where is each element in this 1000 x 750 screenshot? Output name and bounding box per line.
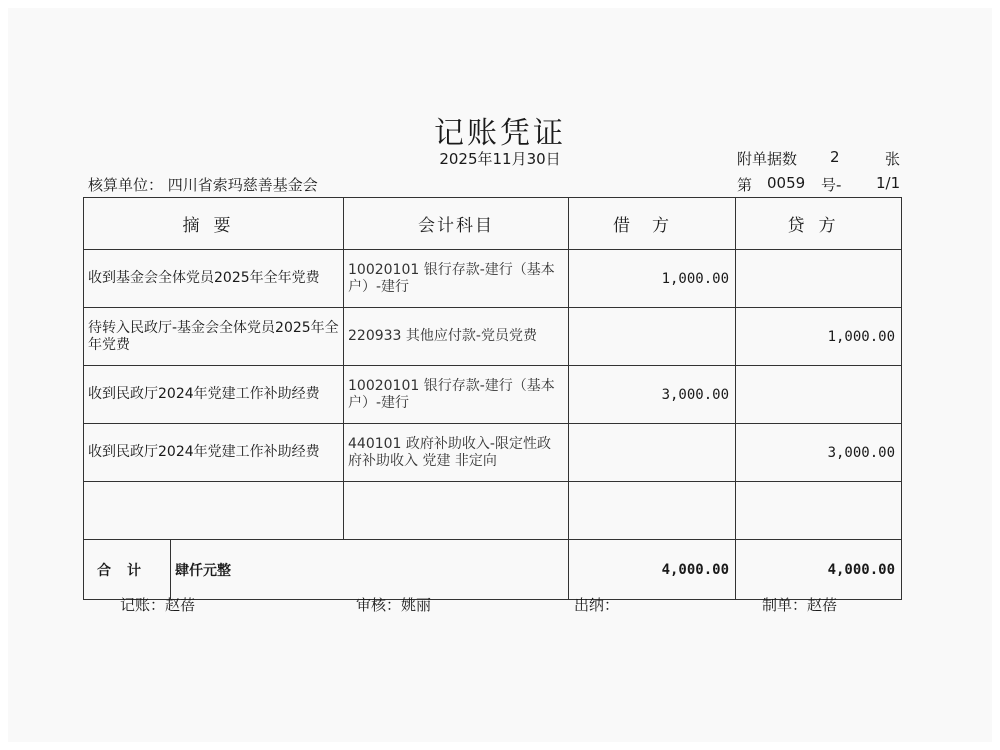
total-label: 合计 <box>84 540 171 600</box>
bookkeeper-label: 记账： <box>120 596 166 614</box>
total-debit: 4,000.00 <box>569 540 736 600</box>
header-account: 会计科目 <box>344 198 569 250</box>
footer-bookkeeper <box>120 594 195 615</box>
row-account: 440101 政府补助收入-限定性政府补助收入 党建 非定向 <box>344 424 569 482</box>
attachment-count: 2 <box>830 148 840 166</box>
table-row <box>84 366 902 424</box>
row-summary: 收到民政厅2024年党建工作补助经费 <box>84 424 344 482</box>
row-debit: 1,000.00 <box>569 250 736 308</box>
row-debit <box>569 482 736 540</box>
row-debit <box>569 424 736 482</box>
voucher-suffix: 号- <box>821 176 842 194</box>
row-account: 10020101 银行存款-建行（基本户）-建行 <box>344 366 569 424</box>
accounting-unit <box>88 174 318 195</box>
total-row <box>84 540 902 600</box>
row-summary: 收到民政厅2024年党建工作补助经费 <box>84 366 344 424</box>
voucher-table <box>83 197 902 600</box>
footer-auditor <box>356 594 431 615</box>
row-credit: 3,000.00 <box>736 424 902 482</box>
bookkeeper-name: 赵蓓 <box>165 596 196 614</box>
preparer-label: 制单： <box>762 596 808 614</box>
auditor-name: 姚丽 <box>401 596 432 614</box>
voucher-title: 记账凭证 <box>434 116 566 151</box>
row-credit <box>736 482 902 540</box>
table-row <box>84 424 902 482</box>
table-row <box>84 308 902 366</box>
row-debit: 3,000.00 <box>569 366 736 424</box>
voucher-number <box>737 174 902 194</box>
table-header-row <box>84 198 902 250</box>
row-account <box>344 482 569 540</box>
table-row <box>84 482 902 540</box>
attachment-label: 附单据数 <box>737 150 798 168</box>
footer-preparer <box>762 594 837 615</box>
total-amount-words: 肆仟元整 <box>171 540 569 600</box>
cashier-label: 出纳： <box>574 596 620 614</box>
row-account: 10020101 银行存款-建行（基本户）-建行 <box>344 250 569 308</box>
footer-cashier <box>574 594 619 615</box>
row-summary <box>84 482 344 540</box>
total-credit: 4,000.00 <box>736 540 902 600</box>
unit-name: 四川省索玛慈善基金会 <box>167 176 318 194</box>
header-credit: 贷方 <box>736 198 902 250</box>
voucher-date: 2025年11月30日 <box>439 150 561 168</box>
row-credit <box>736 366 902 424</box>
table-row <box>84 250 902 308</box>
preparer-name: 赵蓓 <box>807 596 838 614</box>
row-credit: 1,000.00 <box>736 308 902 366</box>
auditor-label: 审核： <box>356 596 402 614</box>
row-summary: 收到基金会全体党员2025年全年党费 <box>84 250 344 308</box>
row-summary: 待转入民政厅-基金会全体党员2025年全年党费 <box>84 308 344 366</box>
voucher-no: 0059 <box>767 174 806 192</box>
unit-label: 核算单位： <box>88 176 164 194</box>
voucher-page-count: 1/1 <box>876 174 901 192</box>
row-credit <box>736 250 902 308</box>
voucher-prefix: 第 <box>737 176 753 194</box>
row-account: 220933 其他应付款-党员党费 <box>344 308 569 366</box>
header-summary: 摘要 <box>84 198 344 250</box>
header-debit: 借方 <box>569 198 736 250</box>
attachment-unit: 张 <box>885 150 901 168</box>
row-debit <box>569 308 736 366</box>
